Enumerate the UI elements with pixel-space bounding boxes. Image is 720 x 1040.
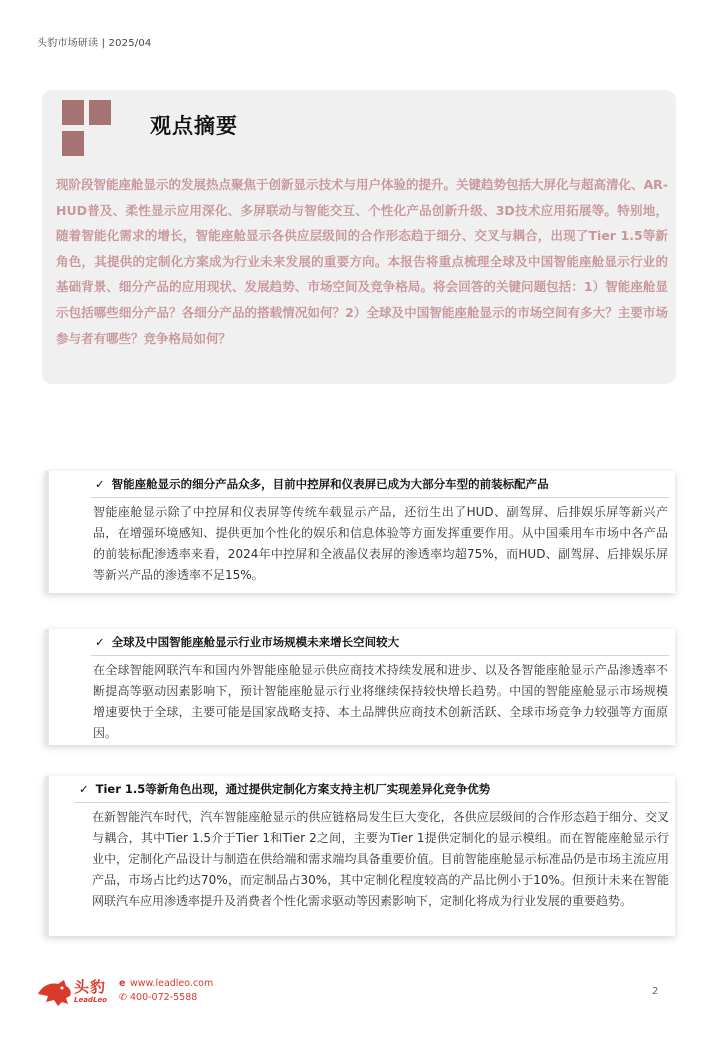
key-point-body: 在新智能汽车时代，汽车智能座舱显示的供应链格局发生巨大变化，各供应层级间的合作形态趋于细分、交叉与耦合，其中Tier 1.5介于Tier 1和Tier 2之间，主要为Tier 1提供定制化的显示模组。而在智能座舱显示行业中，定制化产品设计与制造在供给端和需求端均具备重要价值。目前智能座舱显示标准品仍是市场主流应用产品，市场占比约达70%，而定制品占30%，其中定制化程度较高的产品比例小于10%。但预计未来在智能网联汽车应用渗透率提升及消费者个性化需求驱动等因素影响下，定制化将成为行业发展的重要趋势。 xyxy=(92,810,669,908)
key-point-title: ✓ 智能座舱显示的细分产品众多，目前中控屏和仪表屏已成为大部分车型的前装标配产品 xyxy=(95,477,549,491)
key-point-card xyxy=(45,776,675,936)
check-icon: ✓ xyxy=(95,635,105,649)
contact-info xyxy=(119,977,213,1005)
key-point-body: 智能座舱显示除了中控屏和仪表屏等传统车载显示产品，还衍生出了HUD、副驾屏、后排娱乐屏等新兴产品，在增强环境感知、提供更加个性化的娱乐和信息体验等方面发挥重要作用。从中国乘用车市场中各产品的前装标配渗透率来看，2024年中控屏和全液晶仪表屏的渗透率均超75%，而HUD、副驾屏、后排娱乐屏等新兴产品的渗透率不足15%。 xyxy=(93,505,668,582)
summary-text: 现阶段智能座舱显示的发展热点聚焦于创新显示技术与用户体验的提升。关键趋势包括大屏化与超高清化、AR-HUD普及、柔性显示应用深化、多屏联动与智能交互、个性化产品创新升级、3D技术应用拓展等。特别地，随着智能化需求的增长，智能座舱显示各供应层级间的合作形态趋于细分、交叉与耦合，出现了Tier 1.5等新角色，其提供的定制化方案成为行业未来发展的重要方向。本报告将重点梳理全球及中国智能座舱显示行业的基础背景、细分产品的应用现状、发展趋势、市场空间及竞争格局。将会回答的关键问题包括：1）智能座舱显示包括哪些细分产品？各细分产品的搭载情况如何？2）全球及中国智能座舱显示的市场空间有多大？主要市场参与者有哪些？竞争格局如何？ xyxy=(56,177,668,346)
check-icon: ✓ xyxy=(79,782,89,796)
brand-name: 头豹 xyxy=(74,978,107,996)
page-number: 2 xyxy=(652,986,659,997)
key-point-body: 在全球智能网联汽车和国内外智能座舱显示供应商技术持续发展和进步、以及各智能座舱显示产品渗透率不断提高等驱动因素影响下，预计智能座舱显示行业将继续保持较快增长趋势。中国的智能座舱显示市场规模增速要快于全球，主要可能是国家战略支持、本土品牌供应商技术创新活跃、全球市场竞争力较强等方面原因。 xyxy=(93,663,668,740)
summary-title: 观点摘要 xyxy=(150,114,238,138)
summary-panel xyxy=(42,90,676,384)
phone-icon: ✆ xyxy=(119,992,127,1003)
section-squares-icon xyxy=(62,100,114,158)
check-icon: ✓ xyxy=(95,477,105,491)
web-icon: e xyxy=(119,978,126,989)
key-point-title: ✓ 全球及中国智能座舱显示行业市场规模未来增长空间较大 xyxy=(95,635,400,649)
phone-number: 400-072-5588 xyxy=(130,992,198,1003)
key-point-card xyxy=(45,629,675,745)
divider xyxy=(75,802,669,803)
website-link[interactable]: www.leadleo.com xyxy=(130,978,214,989)
brand-name-en: LeadLeo xyxy=(74,996,107,1004)
report-header: 头豹市场研读 | 2025/04 xyxy=(37,38,152,49)
divider xyxy=(91,497,669,498)
divider xyxy=(91,655,669,656)
key-point-title: ✓ Tier 1.5等新角色出现，通过提供定制化方案支持主机厂实现差异化竞争优势 xyxy=(79,782,491,796)
key-point-card xyxy=(45,471,675,593)
